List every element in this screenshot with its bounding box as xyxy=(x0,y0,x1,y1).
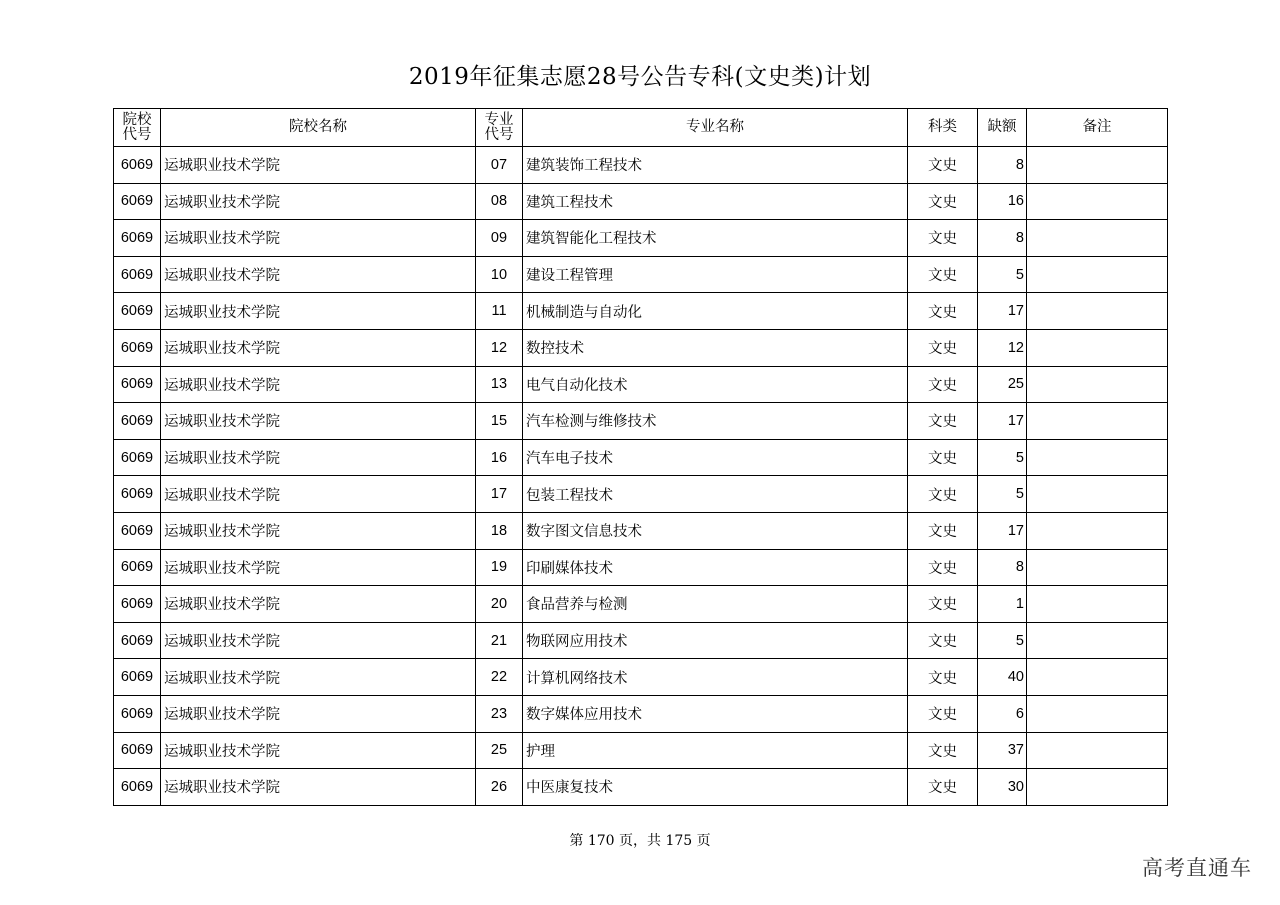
cell-vacancy: 8 xyxy=(978,220,1027,257)
cell-school-code: 6069 xyxy=(114,732,161,769)
cell-school-code: 6069 xyxy=(114,586,161,623)
table-row xyxy=(114,293,1168,330)
cell-remark xyxy=(1027,586,1168,623)
table-header-row xyxy=(114,109,1168,147)
cell-category: 文史 xyxy=(908,586,978,623)
cell-vacancy: 5 xyxy=(978,256,1027,293)
cell-major-name: 建筑工程技术 xyxy=(523,183,908,220)
cell-major-name: 印刷媒体技术 xyxy=(523,549,908,586)
enrollment-plan-table xyxy=(113,108,1168,806)
cell-category: 文史 xyxy=(908,476,978,513)
cell-vacancy: 6 xyxy=(978,695,1027,732)
table-row xyxy=(114,366,1168,403)
header-major-name: 专业名称 xyxy=(523,109,908,147)
header-major-code-label: 专业代号 xyxy=(484,111,514,143)
cell-category: 文史 xyxy=(908,329,978,366)
cell-remark xyxy=(1027,476,1168,513)
cell-major-code: 11 xyxy=(476,293,523,330)
table-row xyxy=(114,769,1168,806)
cell-major-code: 23 xyxy=(476,695,523,732)
table-row xyxy=(114,512,1168,549)
cell-major-code: 09 xyxy=(476,220,523,257)
cell-school-name: 运城职业技术学院 xyxy=(161,293,476,330)
cell-major-name: 中医康复技术 xyxy=(523,769,908,806)
cell-major-name: 数字图文信息技术 xyxy=(523,512,908,549)
cell-school-name: 运城职业技术学院 xyxy=(161,147,476,184)
table-row xyxy=(114,220,1168,257)
cell-category: 文史 xyxy=(908,769,978,806)
cell-school-name: 运城职业技术学院 xyxy=(161,512,476,549)
cell-category: 文史 xyxy=(908,366,978,403)
cell-vacancy: 5 xyxy=(978,439,1027,476)
cell-major-name: 机械制造与自动化 xyxy=(523,293,908,330)
cell-major-name: 计算机网络技术 xyxy=(523,659,908,696)
cell-school-name: 运城职业技术学院 xyxy=(161,183,476,220)
cell-school-code: 6069 xyxy=(114,512,161,549)
cell-school-code: 6069 xyxy=(114,183,161,220)
cell-category: 文史 xyxy=(908,403,978,440)
table-row xyxy=(114,695,1168,732)
cell-remark xyxy=(1027,732,1168,769)
table-row xyxy=(114,476,1168,513)
cell-school-name: 运城职业技术学院 xyxy=(161,439,476,476)
cell-remark xyxy=(1027,695,1168,732)
cell-major-name: 电气自动化技术 xyxy=(523,366,908,403)
cell-category: 文史 xyxy=(908,256,978,293)
cell-vacancy: 5 xyxy=(978,476,1027,513)
cell-school-code: 6069 xyxy=(114,695,161,732)
cell-school-code: 6069 xyxy=(114,147,161,184)
cell-vacancy: 25 xyxy=(978,366,1027,403)
cell-major-name: 护理 xyxy=(523,732,908,769)
cell-category: 文史 xyxy=(908,439,978,476)
cell-category: 文史 xyxy=(908,512,978,549)
cell-vacancy: 40 xyxy=(978,659,1027,696)
cell-remark xyxy=(1027,366,1168,403)
table-row xyxy=(114,549,1168,586)
cell-remark xyxy=(1027,256,1168,293)
cell-vacancy: 8 xyxy=(978,549,1027,586)
header-vacancy: 缺额 xyxy=(978,109,1027,147)
cell-category: 文史 xyxy=(908,549,978,586)
cell-remark xyxy=(1027,622,1168,659)
cell-school-code: 6069 xyxy=(114,220,161,257)
cell-major-name: 建筑智能化工程技术 xyxy=(523,220,908,257)
cell-school-name: 运城职业技术学院 xyxy=(161,366,476,403)
cell-school-name: 运城职业技术学院 xyxy=(161,329,476,366)
watermark: 高考直通车 xyxy=(1142,856,1252,880)
cell-vacancy: 16 xyxy=(978,183,1027,220)
cell-remark xyxy=(1027,512,1168,549)
cell-vacancy: 17 xyxy=(978,512,1027,549)
cell-school-code: 6069 xyxy=(114,329,161,366)
cell-major-code: 26 xyxy=(476,769,523,806)
cell-major-code: 18 xyxy=(476,512,523,549)
table-row xyxy=(114,439,1168,476)
cell-major-code: 12 xyxy=(476,329,523,366)
cell-school-name: 运城职业技术学院 xyxy=(161,220,476,257)
header-category: 科类 xyxy=(908,109,978,147)
header-school-code-label: 院校代号 xyxy=(122,111,152,143)
cell-vacancy: 1 xyxy=(978,586,1027,623)
table-row xyxy=(114,732,1168,769)
cell-remark xyxy=(1027,659,1168,696)
cell-major-code: 16 xyxy=(476,439,523,476)
cell-major-name: 建设工程管理 xyxy=(523,256,908,293)
cell-major-code: 13 xyxy=(476,366,523,403)
cell-school-name: 运城职业技术学院 xyxy=(161,695,476,732)
page-title: 2019年征集志愿28号公告专科(文史类)计划 xyxy=(408,64,872,90)
cell-category: 文史 xyxy=(908,695,978,732)
cell-school-code: 6069 xyxy=(114,659,161,696)
cell-school-code: 6069 xyxy=(114,769,161,806)
cell-school-name: 运城职业技术学院 xyxy=(161,732,476,769)
cell-major-name: 数控技术 xyxy=(523,329,908,366)
cell-major-code: 22 xyxy=(476,659,523,696)
table-row xyxy=(114,403,1168,440)
cell-school-name: 运城职业技术学院 xyxy=(161,476,476,513)
cell-remark xyxy=(1027,220,1168,257)
header-remark: 备注 xyxy=(1027,109,1168,147)
cell-major-code: 15 xyxy=(476,403,523,440)
cell-remark xyxy=(1027,769,1168,806)
cell-major-name: 数字媒体应用技术 xyxy=(523,695,908,732)
cell-school-code: 6069 xyxy=(114,366,161,403)
cell-category: 文史 xyxy=(908,293,978,330)
cell-school-name: 运城职业技术学院 xyxy=(161,622,476,659)
cell-school-name: 运城职业技术学院 xyxy=(161,586,476,623)
cell-major-code: 07 xyxy=(476,147,523,184)
cell-vacancy: 17 xyxy=(978,403,1027,440)
cell-school-name: 运城职业技术学院 xyxy=(161,403,476,440)
cell-category: 文史 xyxy=(908,659,978,696)
table-body xyxy=(114,147,1168,806)
header-school-code xyxy=(114,109,161,147)
cell-major-code: 17 xyxy=(476,476,523,513)
cell-major-name: 物联网应用技术 xyxy=(523,622,908,659)
cell-remark xyxy=(1027,329,1168,366)
page-footer: 第 170 页，共 175 页 xyxy=(569,833,711,849)
cell-remark xyxy=(1027,549,1168,586)
cell-vacancy: 37 xyxy=(978,732,1027,769)
cell-major-name: 建筑装饰工程技术 xyxy=(523,147,908,184)
cell-major-code: 25 xyxy=(476,732,523,769)
cell-remark xyxy=(1027,183,1168,220)
cell-category: 文史 xyxy=(908,220,978,257)
cell-category: 文史 xyxy=(908,183,978,220)
cell-school-code: 6069 xyxy=(114,439,161,476)
cell-remark xyxy=(1027,147,1168,184)
cell-school-code: 6069 xyxy=(114,476,161,513)
cell-school-name: 运城职业技术学院 xyxy=(161,549,476,586)
table-row xyxy=(114,659,1168,696)
table-row xyxy=(114,329,1168,366)
cell-major-code: 19 xyxy=(476,549,523,586)
cell-school-code: 6069 xyxy=(114,256,161,293)
cell-school-code: 6069 xyxy=(114,403,161,440)
table-row xyxy=(114,147,1168,184)
cell-major-name: 汽车检测与维修技术 xyxy=(523,403,908,440)
cell-school-name: 运城职业技术学院 xyxy=(161,256,476,293)
cell-major-code: 21 xyxy=(476,622,523,659)
cell-vacancy: 12 xyxy=(978,329,1027,366)
cell-vacancy: 5 xyxy=(978,622,1027,659)
cell-school-name: 运城职业技术学院 xyxy=(161,769,476,806)
cell-school-code: 6069 xyxy=(114,293,161,330)
cell-major-code: 10 xyxy=(476,256,523,293)
cell-remark xyxy=(1027,403,1168,440)
table-row xyxy=(114,586,1168,623)
cell-vacancy: 17 xyxy=(978,293,1027,330)
cell-remark xyxy=(1027,439,1168,476)
cell-school-name: 运城职业技术学院 xyxy=(161,659,476,696)
cell-major-name: 包装工程技术 xyxy=(523,476,908,513)
table-row xyxy=(114,183,1168,220)
cell-school-code: 6069 xyxy=(114,622,161,659)
cell-vacancy: 30 xyxy=(978,769,1027,806)
cell-major-name: 食品营养与检测 xyxy=(523,586,908,623)
cell-vacancy: 8 xyxy=(978,147,1027,184)
cell-remark xyxy=(1027,293,1168,330)
cell-major-code: 08 xyxy=(476,183,523,220)
cell-category: 文史 xyxy=(908,732,978,769)
header-major-code xyxy=(476,109,523,147)
cell-major-name: 汽车电子技术 xyxy=(523,439,908,476)
table-row xyxy=(114,256,1168,293)
cell-category: 文史 xyxy=(908,147,978,184)
cell-school-code: 6069 xyxy=(114,549,161,586)
header-school-name: 院校名称 xyxy=(161,109,476,147)
cell-category: 文史 xyxy=(908,622,978,659)
cell-major-code: 20 xyxy=(476,586,523,623)
table-row xyxy=(114,622,1168,659)
